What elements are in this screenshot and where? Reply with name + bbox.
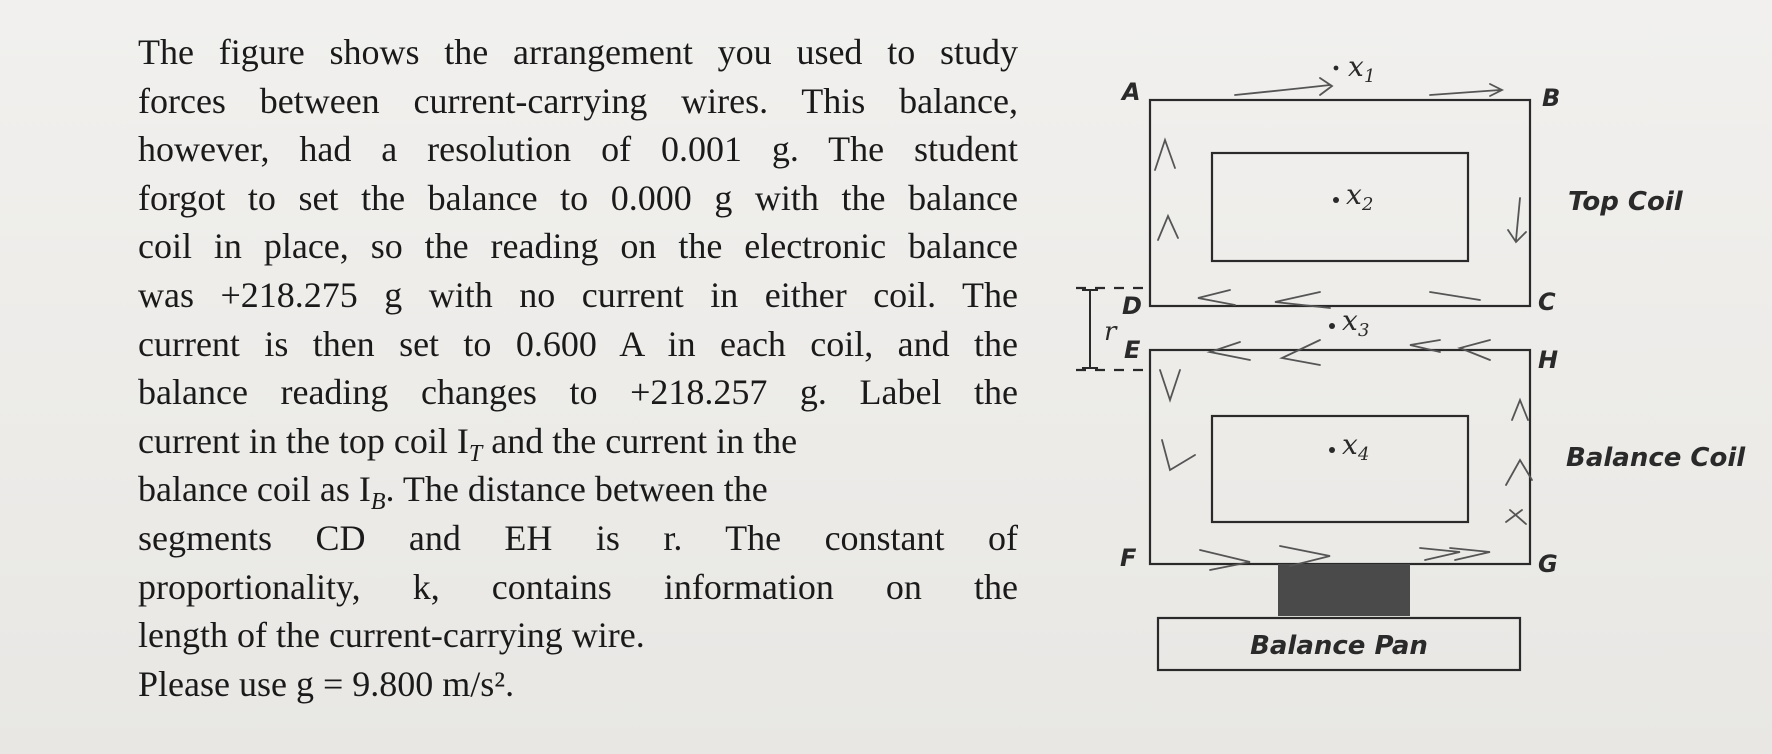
- subscript-b: B: [370, 489, 386, 516]
- balance-coil-inner: [1212, 416, 1468, 522]
- problem-line: was +218.275 g with no current in either coil. The: [138, 274, 1018, 315]
- svg-text:3: 3: [1358, 320, 1370, 341]
- top-coil-label: Top Coil: [1568, 187, 1683, 217]
- label-a: A: [1122, 78, 1141, 106]
- problem-line: current in the top coil $I_T$ and the current in the: [138, 420, 798, 467]
- point-x3: [1329, 304, 1369, 341]
- svg-text:x: x: [1348, 50, 1364, 83]
- label-d: D: [1122, 292, 1142, 320]
- coil-diagram: [1020, 40, 1772, 720]
- problem-statement: [138, 28, 1018, 708]
- svg-text:4: 4: [1358, 444, 1370, 465]
- problem-line: length of the current-carrying wire.: [138, 615, 645, 656]
- label-c: C: [1538, 288, 1556, 316]
- problem-line: Please use g = 9.800 m/s².: [138, 663, 515, 704]
- support-block: [1278, 564, 1410, 616]
- balance-coil-label: Balance Coil: [1566, 443, 1746, 473]
- svg-text:x: x: [1342, 428, 1358, 461]
- problem-line: The figure shows the arrangement you used to study: [138, 32, 1018, 72]
- r-label: r: [1104, 317, 1117, 347]
- balance-coil-outer: [1150, 350, 1530, 564]
- problem-line: proportionality, k, contains information on the: [138, 566, 1018, 607]
- point-x2: [1333, 178, 1373, 215]
- problem-line: balance coil as $I_B$. The distance between the: [138, 469, 768, 516]
- svg-text:2: 2: [1362, 194, 1374, 215]
- top-coil-inner: [1212, 153, 1468, 261]
- balance-pan-label: Balance Pan: [1250, 631, 1428, 661]
- problem-line: coil in place, so the reading on the electronic balance: [138, 226, 1018, 267]
- svg-text:1: 1: [1364, 66, 1376, 87]
- problem-line: current is then set to 0.600 A in each coil, and the: [138, 323, 1018, 364]
- label-e: E: [1124, 336, 1141, 364]
- problem-line: forces between current-carrying wires. This balance,: [138, 80, 1018, 121]
- problem-line: segments CD and EH is r. The constant of: [138, 517, 1018, 558]
- top-coil-outer: [1150, 100, 1530, 306]
- label-f: F: [1120, 544, 1137, 572]
- label-b: B: [1542, 84, 1561, 112]
- label-g: G: [1538, 550, 1558, 578]
- svg-text:x: x: [1342, 304, 1358, 337]
- point-x4: [1329, 428, 1369, 465]
- problem-line: forgot to set the balance to 0.000 g with the balance: [138, 177, 1018, 218]
- problem-line: balance reading changes to +218.257 g. Label the: [138, 372, 1018, 413]
- label-h: H: [1538, 346, 1559, 374]
- subscript-t: T: [468, 440, 483, 467]
- svg-text:x: x: [1346, 178, 1362, 211]
- problem-line: however, had a resolution of 0.001 g. The student: [138, 129, 1018, 170]
- point-x1: [1334, 50, 1376, 87]
